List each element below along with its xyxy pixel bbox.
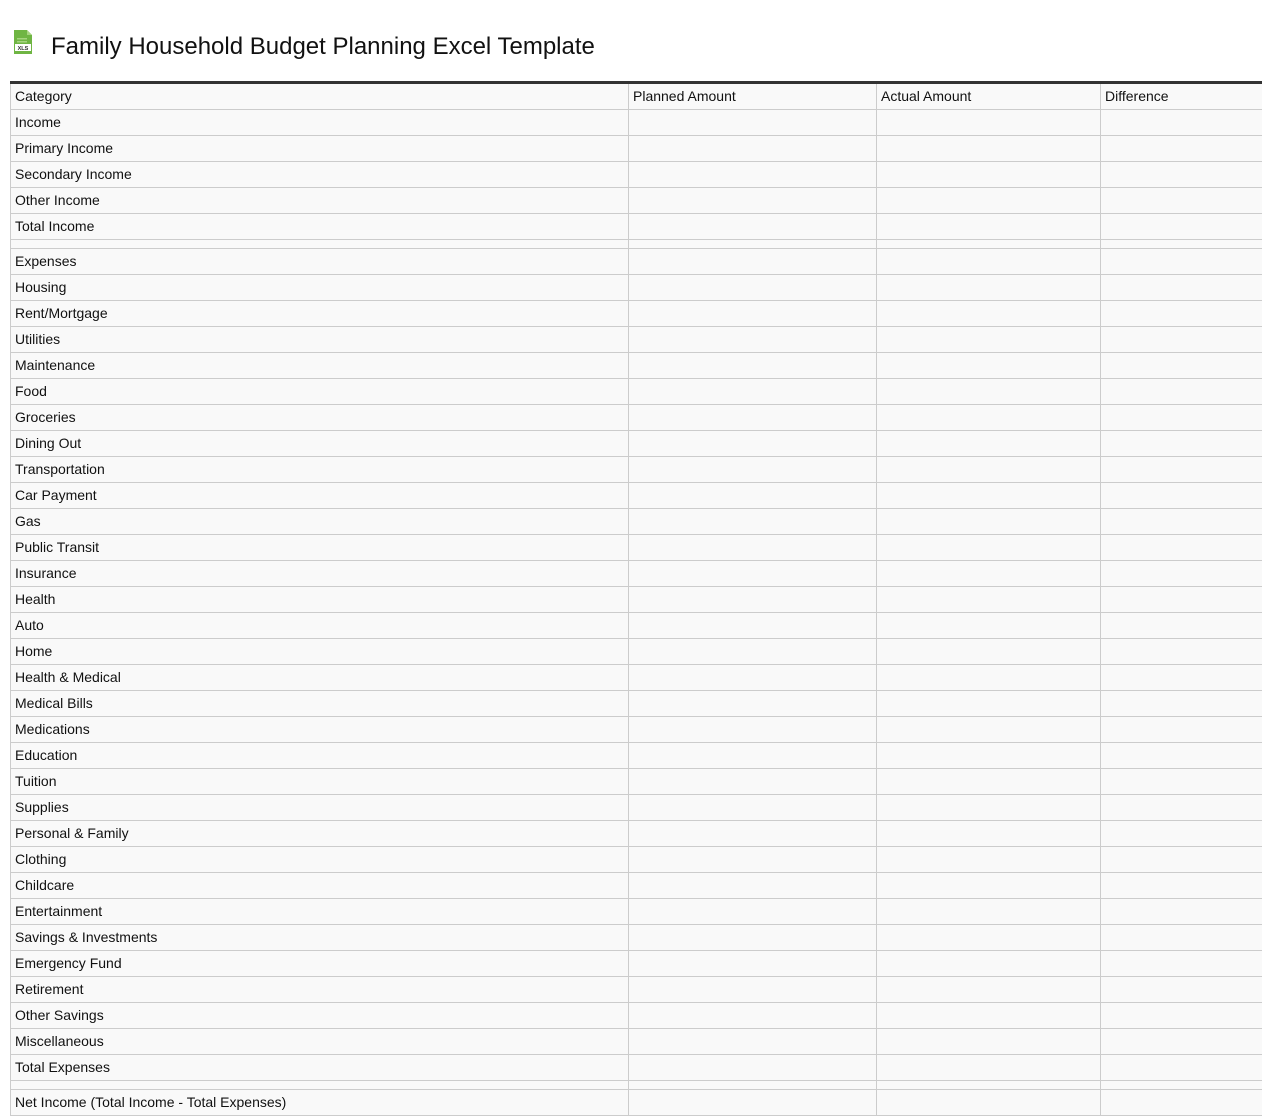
actual-amount-cell[interactable]: [877, 587, 1101, 613]
planned-amount-cell[interactable]: [629, 587, 877, 613]
table-row: [11, 214, 1262, 240]
difference-cell[interactable]: [1101, 1090, 1262, 1116]
actual-amount-cell[interactable]: [877, 249, 1101, 275]
planned-amount-cell[interactable]: [629, 1081, 877, 1090]
category-cell: Supplies: [11, 795, 629, 821]
table-row: [11, 275, 1262, 301]
table-row: [11, 431, 1262, 457]
table-row: [11, 1003, 1262, 1029]
actual-amount-cell[interactable]: [877, 379, 1101, 405]
table-row: [11, 587, 1262, 613]
table-row: [11, 717, 1262, 743]
table-row: [11, 327, 1262, 353]
actual-amount-cell[interactable]: [877, 483, 1101, 509]
difference-cell[interactable]: [1101, 214, 1262, 240]
table-row: [11, 613, 1262, 639]
category-cell: Home: [11, 639, 629, 665]
category-cell: Income: [11, 110, 629, 136]
planned-amount-cell[interactable]: [629, 240, 877, 249]
actual-amount-cell[interactable]: [877, 1003, 1101, 1029]
difference-cell[interactable]: [1101, 899, 1262, 925]
planned-amount-cell[interactable]: [629, 457, 877, 483]
table-row: [11, 691, 1262, 717]
category-cell: Education: [11, 743, 629, 769]
table-row: [11, 795, 1262, 821]
category-cell: Retirement: [11, 977, 629, 1003]
difference-cell[interactable]: [1101, 301, 1262, 327]
difference-cell[interactable]: [1101, 769, 1262, 795]
planned-amount-cell[interactable]: [629, 795, 877, 821]
planned-amount-cell[interactable]: [629, 665, 877, 691]
column-header-planned: Planned Amount: [629, 83, 877, 110]
planned-amount-cell[interactable]: [629, 847, 877, 873]
category-cell: Medical Bills: [11, 691, 629, 717]
difference-cell[interactable]: [1101, 613, 1262, 639]
column-header-difference: Difference: [1101, 83, 1262, 110]
difference-cell[interactable]: [1101, 743, 1262, 769]
table-row: [11, 925, 1262, 951]
planned-amount-cell[interactable]: [629, 691, 877, 717]
table-row: [11, 405, 1262, 431]
difference-cell[interactable]: [1101, 691, 1262, 717]
planned-amount-cell[interactable]: [629, 951, 877, 977]
planned-amount-cell[interactable]: [629, 327, 877, 353]
planned-amount-cell[interactable]: [629, 613, 877, 639]
table-row: [11, 457, 1262, 483]
table-row: [11, 951, 1262, 977]
difference-cell[interactable]: [1101, 275, 1262, 301]
table-row: [11, 188, 1262, 214]
actual-amount-cell[interactable]: [877, 691, 1101, 717]
planned-amount-cell[interactable]: [629, 214, 877, 240]
category-cell: Gas: [11, 509, 629, 535]
difference-cell[interactable]: [1101, 327, 1262, 353]
table-row: [11, 639, 1262, 665]
table-row: [11, 1055, 1262, 1081]
difference-cell[interactable]: [1101, 162, 1262, 188]
difference-cell[interactable]: [1101, 977, 1262, 1003]
planned-amount-cell[interactable]: [629, 1003, 877, 1029]
category-cell: Rent/Mortgage: [11, 301, 629, 327]
difference-cell[interactable]: [1101, 431, 1262, 457]
planned-amount-cell[interactable]: [629, 717, 877, 743]
actual-amount-cell[interactable]: [877, 240, 1101, 249]
table-row: [11, 162, 1262, 188]
difference-cell[interactable]: [1101, 587, 1262, 613]
budget-table: [10, 81, 1262, 1116]
actual-amount-cell[interactable]: [877, 457, 1101, 483]
category-cell: Secondary Income: [11, 162, 629, 188]
actual-amount-cell[interactable]: [877, 188, 1101, 214]
actual-amount-cell[interactable]: [877, 873, 1101, 899]
actual-amount-cell[interactable]: [877, 743, 1101, 769]
difference-cell[interactable]: [1101, 925, 1262, 951]
actual-amount-cell[interactable]: [877, 162, 1101, 188]
table-row: [11, 561, 1262, 587]
actual-amount-cell[interactable]: [877, 353, 1101, 379]
planned-amount-cell[interactable]: [629, 899, 877, 925]
table-row: [11, 1090, 1262, 1116]
actual-amount-cell[interactable]: [877, 769, 1101, 795]
planned-amount-cell[interactable]: [629, 136, 877, 162]
category-cell: Transportation: [11, 457, 629, 483]
category-cell: Insurance: [11, 561, 629, 587]
difference-cell[interactable]: [1101, 717, 1262, 743]
difference-cell[interactable]: [1101, 457, 1262, 483]
difference-cell[interactable]: [1101, 188, 1262, 214]
difference-cell[interactable]: [1101, 1055, 1262, 1081]
table-row: [11, 977, 1262, 1003]
planned-amount-cell[interactable]: [629, 535, 877, 561]
category-cell: Expenses: [11, 249, 629, 275]
actual-amount-cell[interactable]: [877, 405, 1101, 431]
table-row: [11, 509, 1262, 535]
actual-amount-cell[interactable]: [877, 1029, 1101, 1055]
actual-amount-cell[interactable]: [877, 301, 1101, 327]
page-header: [12, 30, 595, 64]
planned-amount-cell[interactable]: [629, 353, 877, 379]
planned-amount-cell[interactable]: [629, 561, 877, 587]
table-row: [11, 249, 1262, 275]
actual-amount-cell[interactable]: [877, 136, 1101, 162]
category-cell: Clothing: [11, 847, 629, 873]
planned-amount-cell[interactable]: [629, 405, 877, 431]
difference-cell[interactable]: [1101, 509, 1262, 535]
actual-amount-cell[interactable]: [877, 110, 1101, 136]
difference-cell[interactable]: [1101, 379, 1262, 405]
actual-amount-cell[interactable]: [877, 639, 1101, 665]
category-cell: Housing: [11, 275, 629, 301]
category-cell: Emergency Fund: [11, 951, 629, 977]
difference-cell[interactable]: [1101, 136, 1262, 162]
planned-amount-cell[interactable]: [629, 769, 877, 795]
actual-amount-cell[interactable]: [877, 327, 1101, 353]
difference-cell[interactable]: [1101, 110, 1262, 136]
actual-amount-cell[interactable]: [877, 977, 1101, 1003]
difference-cell[interactable]: [1101, 665, 1262, 691]
planned-amount-cell[interactable]: [629, 743, 877, 769]
actual-amount-cell[interactable]: [877, 613, 1101, 639]
actual-amount-cell[interactable]: [877, 821, 1101, 847]
category-cell: Childcare: [11, 873, 629, 899]
actual-amount-cell[interactable]: [877, 847, 1101, 873]
category-cell: Personal & Family: [11, 821, 629, 847]
category-cell: Food: [11, 379, 629, 405]
actual-amount-cell[interactable]: [877, 1055, 1101, 1081]
difference-cell[interactable]: [1101, 1029, 1262, 1055]
planned-amount-cell[interactable]: [629, 1029, 877, 1055]
column-header-actual: Actual Amount: [877, 83, 1101, 110]
actual-amount-cell[interactable]: [877, 214, 1101, 240]
planned-amount-cell[interactable]: [629, 639, 877, 665]
xls-file-icon: [12, 30, 34, 56]
category-cell: Health & Medical: [11, 665, 629, 691]
category-cell: Medications: [11, 717, 629, 743]
table-row: [11, 743, 1262, 769]
table-row: [11, 873, 1262, 899]
category-cell: Total Income: [11, 214, 629, 240]
difference-cell[interactable]: [1101, 249, 1262, 275]
category-cell: Groceries: [11, 405, 629, 431]
table-row: [11, 899, 1262, 925]
planned-amount-cell[interactable]: [629, 275, 877, 301]
difference-cell[interactable]: [1101, 847, 1262, 873]
table-row: [11, 821, 1262, 847]
difference-cell[interactable]: [1101, 873, 1262, 899]
table-row: [11, 379, 1262, 405]
planned-amount-cell[interactable]: [629, 1055, 877, 1081]
table-row: [11, 483, 1262, 509]
category-cell: Savings & Investments: [11, 925, 629, 951]
actual-amount-cell[interactable]: [877, 535, 1101, 561]
category-cell: Utilities: [11, 327, 629, 353]
actual-amount-cell[interactable]: [877, 1081, 1101, 1090]
difference-cell[interactable]: [1101, 353, 1262, 379]
category-cell: Total Expenses: [11, 1055, 629, 1081]
difference-cell[interactable]: [1101, 639, 1262, 665]
table-row: [11, 136, 1262, 162]
actual-amount-cell[interactable]: [877, 665, 1101, 691]
difference-cell[interactable]: [1101, 240, 1262, 249]
difference-cell[interactable]: [1101, 1081, 1262, 1090]
difference-cell[interactable]: [1101, 951, 1262, 977]
category-cell: [11, 1081, 629, 1090]
table-row: [11, 353, 1262, 379]
actual-amount-cell[interactable]: [877, 561, 1101, 587]
table-row: [11, 1029, 1262, 1055]
actual-amount-cell[interactable]: [877, 899, 1101, 925]
planned-amount-cell[interactable]: [629, 110, 877, 136]
actual-amount-cell[interactable]: [877, 431, 1101, 457]
category-cell: Tuition: [11, 769, 629, 795]
category-cell: Car Payment: [11, 483, 629, 509]
actual-amount-cell[interactable]: [877, 275, 1101, 301]
category-cell: Other Income: [11, 188, 629, 214]
planned-amount-cell[interactable]: [629, 431, 877, 457]
spacer-row: [11, 1081, 1262, 1090]
planned-amount-cell[interactable]: [629, 188, 877, 214]
category-cell: Dining Out: [11, 431, 629, 457]
difference-cell[interactable]: [1101, 1003, 1262, 1029]
difference-cell[interactable]: [1101, 821, 1262, 847]
difference-cell[interactable]: [1101, 561, 1262, 587]
planned-amount-cell[interactable]: [629, 925, 877, 951]
planned-amount-cell[interactable]: [629, 249, 877, 275]
category-cell: Entertainment: [11, 899, 629, 925]
planned-amount-cell[interactable]: [629, 873, 877, 899]
table-row: [11, 301, 1262, 327]
table-row: [11, 110, 1262, 136]
category-cell: Auto: [11, 613, 629, 639]
category-cell: [11, 240, 629, 249]
planned-amount-cell[interactable]: [629, 162, 877, 188]
column-header-category: Category: [11, 83, 629, 110]
planned-amount-cell[interactable]: [629, 1090, 877, 1116]
actual-amount-cell[interactable]: [877, 509, 1101, 535]
page-title: Family Household Budget Planning Excel Template: [51, 33, 595, 60]
difference-cell[interactable]: [1101, 405, 1262, 431]
planned-amount-cell[interactable]: [629, 483, 877, 509]
planned-amount-cell[interactable]: [629, 301, 877, 327]
table-row: [11, 665, 1262, 691]
actual-amount-cell[interactable]: [877, 717, 1101, 743]
actual-amount-cell[interactable]: [877, 1090, 1101, 1116]
difference-cell[interactable]: [1101, 795, 1262, 821]
planned-amount-cell[interactable]: [629, 509, 877, 535]
category-cell: Other Savings: [11, 1003, 629, 1029]
table-header-row: [11, 83, 1262, 110]
category-cell: Net Income (Total Income - Total Expenses): [11, 1090, 629, 1116]
table-row: [11, 847, 1262, 873]
planned-amount-cell[interactable]: [629, 821, 877, 847]
spacer-row: [11, 240, 1262, 249]
table-row: [11, 535, 1262, 561]
table-row: [11, 769, 1262, 795]
category-cell: Miscellaneous: [11, 1029, 629, 1055]
actual-amount-cell[interactable]: [877, 795, 1101, 821]
category-cell: Health: [11, 587, 629, 613]
category-cell: Primary Income: [11, 136, 629, 162]
actual-amount-cell[interactable]: [877, 951, 1101, 977]
difference-cell[interactable]: [1101, 483, 1262, 509]
difference-cell[interactable]: [1101, 535, 1262, 561]
svg-text:XLS: XLS: [17, 46, 29, 52]
category-cell: Maintenance: [11, 353, 629, 379]
planned-amount-cell[interactable]: [629, 977, 877, 1003]
category-cell: Public Transit: [11, 535, 629, 561]
actual-amount-cell[interactable]: [877, 925, 1101, 951]
planned-amount-cell[interactable]: [629, 379, 877, 405]
